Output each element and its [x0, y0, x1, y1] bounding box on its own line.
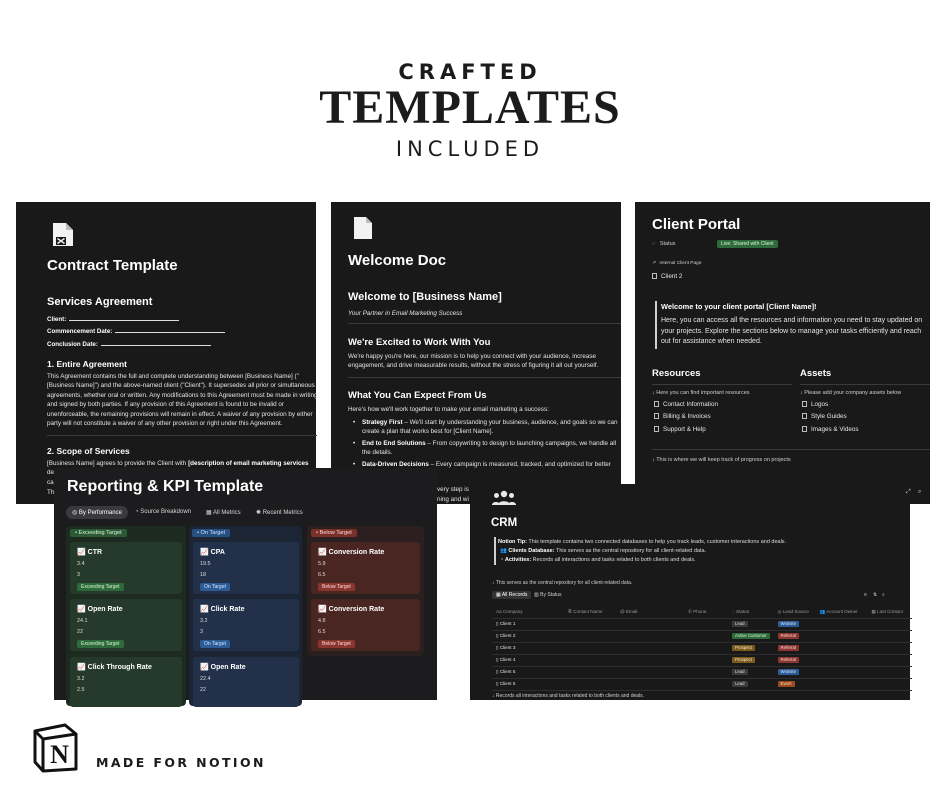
expect-heading: What You Can Expect From Us	[348, 390, 487, 401]
clock-icon: ◔	[500, 557, 504, 563]
search-icon[interactable]: ⌕	[882, 592, 885, 598]
chart-icon: 📈	[200, 549, 209, 556]
board-icon: ▥	[534, 592, 539, 598]
divider	[348, 377, 621, 378]
divider	[348, 323, 621, 324]
search-icon[interactable]: ⌕	[918, 489, 922, 495]
filter-icon[interactable]: ≡	[864, 592, 867, 598]
section-2-title: 2. Scope of Services	[47, 446, 130, 456]
callout-bar	[655, 301, 657, 349]
person-icon: 👥	[819, 608, 826, 614]
source-badge: Referral	[778, 645, 799, 651]
text-icon: Aa	[496, 609, 502, 615]
welcome-doc-panel	[331, 202, 621, 504]
excited-body: We're happy you're here, our mission is to help you connect with your audience, increase engagement, and drive measurable results, without the stress of figuring it all out yourself.	[348, 353, 599, 370]
arrow-down-icon: ↓	[800, 390, 803, 396]
kpi-card-conversion-rate[interactable]: 📈 Conversion Rate 5.9 6.5 Below Target	[311, 542, 420, 594]
agreement-title: Services Agreement	[47, 296, 153, 308]
asset-link-style-guides[interactable]: Style Guides	[802, 413, 847, 420]
column-header-last-contact[interactable]: ▦ Last Contact	[868, 606, 912, 618]
page-icon: ▯	[496, 633, 499, 638]
progress-hint: ↓ This is where we will keep track of progress on projects	[652, 457, 791, 463]
status-badge: Lead	[732, 681, 748, 687]
column-header-account-owner[interactable]: 👥 Account Owner	[816, 606, 868, 618]
group-label-on-target: • On Target	[192, 529, 230, 537]
page-icon: ▯	[496, 669, 499, 674]
source-badge: Website	[778, 621, 799, 627]
status-property: ◌ Status	[652, 241, 676, 247]
callout-body: Here, you can access all the resources and information you need to stay updated on your projects. Explore the sections below to manage your tasks efficiently and reach out for assistance when needed.	[661, 317, 923, 346]
asset-link-images-videos[interactable]: Images & Videos	[802, 426, 859, 433]
page-icon	[652, 273, 657, 279]
svg-text:N: N	[50, 740, 69, 769]
column-header-email[interactable]: @ Email	[616, 606, 684, 618]
expect-bullets	[350, 418, 623, 471]
status-badge: Lead	[732, 621, 748, 627]
source-badge: Referral	[778, 633, 799, 639]
text-icon: ≣	[568, 608, 572, 614]
welcome-tagline: Your Partner in Email Marketing Success	[348, 310, 463, 317]
client-portal-panel	[635, 202, 930, 504]
hero-heading	[0, 60, 940, 162]
expect-body: Here's how we'll work together to make your email marketing a success:	[348, 406, 549, 413]
page-icon	[654, 413, 659, 419]
table-row[interactable]: ▯ Client 1 Lead Website	[492, 618, 912, 630]
list-item: • End to End Solutions – From copywriting to design to launching campaigns, we handle all the details.	[350, 439, 623, 458]
resources-hint: ↓ Here you can find important resources	[652, 390, 750, 396]
section-1-body: This Agreement contains the full and complete understanding between [Business Name] ("[Business Name]") and the above-named client ("Client"). It supersedes all prior or simultaneous agreements, whether oral or written. Any modifications to this Agreement must be made in writing and signed by both parties. If any provision of this Agreement is found to be invalid or unenforceable, the remaining provisions will remain in effect. A waiver of any provision by either party will not constitute a waiver of any other provision or right under this Agreement.	[47, 373, 318, 428]
status-icon: ◌	[652, 241, 656, 247]
chart-icon: 📈	[200, 664, 209, 671]
assets-hint: ↓ Please add your company assets below	[800, 390, 902, 396]
column-header-company[interactable]: Aa Company	[492, 606, 564, 618]
column-header-lead-source[interactable]: ◎ Lead Source	[774, 606, 816, 618]
client-portal-title: Client Portal	[652, 216, 741, 233]
list-item: • Data-Driven Decisions – Every campaign is measured, tracked, and optimized for better	[350, 460, 623, 469]
view-by-status[interactable]: ▥ By Status	[534, 592, 562, 598]
table-row[interactable]: ▯ Client 3 Prospect Referral	[492, 642, 912, 654]
status-badge: Prospect	[732, 645, 755, 651]
tab-all-metrics[interactable]: ▦ All Metrics	[206, 510, 241, 516]
status-badge: On Target	[200, 583, 230, 591]
status-badge: Prospect	[732, 657, 755, 663]
status-badge[interactable]: Live: Shared with Client	[717, 240, 778, 248]
sparkle-icon: ✺	[256, 510, 262, 516]
page-icon	[802, 401, 807, 407]
divider	[47, 435, 317, 436]
crm-title: CRM	[491, 517, 518, 529]
calendar-icon: ▦	[871, 608, 876, 614]
crm-panel	[470, 484, 922, 700]
table-icon: ▦	[496, 592, 501, 598]
column-header-status[interactable]: ◌ Status	[728, 606, 774, 618]
status-badge: Lead	[732, 669, 748, 675]
kpi-card-conversion-rate-2[interactable]: 📈 Conversion Rate 4.8 6.5 Below Target	[311, 599, 420, 651]
group-label-below: • Below Target	[311, 529, 357, 537]
welcome-trailing-text-2: ning and wi	[437, 496, 469, 503]
client-field[interactable]: Client:	[47, 315, 179, 323]
chart-icon: 📈	[318, 549, 327, 556]
welcome-heading: Welcome to [Business Name]	[348, 291, 502, 303]
callout-bar	[494, 537, 496, 565]
grid-icon: ▦	[206, 510, 212, 516]
activities-hint: ↓ Records all interactions and tasks related to both clients and deals.	[492, 693, 645, 699]
kpi-card-open-rate-2[interactable]: 📈 Open Rate 22.4 22	[193, 657, 299, 707]
welcome-trailing-text-1: very step is	[437, 486, 469, 493]
column-header-phone[interactable]: ✆ Phone	[684, 606, 728, 618]
status-badge: Exceeding Target	[77, 583, 124, 591]
source-badge: Event	[778, 681, 795, 687]
page-icon	[802, 426, 807, 432]
status-badge: Active Customer	[732, 633, 770, 639]
notion-logo	[31, 722, 81, 772]
crm-table	[492, 606, 912, 691]
at-icon: @	[620, 609, 625, 615]
group-label-exceeding: • Exceeding Target	[70, 529, 127, 537]
tab-source-breakdown[interactable]: ◔ Source Breakdown	[135, 509, 191, 515]
column-header-contact-name[interactable]: ≣ Contact Name	[564, 606, 616, 618]
target-icon: ◎	[72, 510, 78, 516]
status-badge: Below Target	[318, 640, 355, 648]
chart-icon: 📈	[77, 664, 86, 671]
asset-link-logos[interactable]: Logos	[802, 401, 828, 408]
chart-icon: 📈	[200, 606, 209, 613]
resource-link-contact[interactable]: Contact Information	[654, 401, 718, 408]
expand-icon[interactable]: ⤢	[906, 489, 911, 495]
internal-client-page-label: ↗ Internal Client Page	[652, 261, 702, 266]
kpi-card-cpa[interactable]: 📈 CPA 19.5 18 On Target	[193, 542, 299, 594]
page-icon: ▯	[496, 645, 499, 650]
conclusion-date-field[interactable]: Conclusion Date:	[47, 340, 211, 348]
status-icon: ◌	[732, 609, 735, 615]
page-icon: ▯	[496, 657, 499, 662]
arrow-up-right-icon: ↗	[652, 261, 657, 266]
phone-icon: ✆	[688, 608, 692, 614]
pie-icon: ◔	[135, 509, 139, 515]
crm-tip-clients: 👥 Clients Database: This serves as the central repository for all client-related data.	[500, 548, 707, 554]
table-row[interactable]: ▯ Client 5 Lead Website	[492, 666, 912, 678]
callout-title: Welcome to your client portal [Client Name]!	[661, 302, 817, 311]
resources-title: Resources	[652, 368, 701, 379]
assets-title: Assets	[800, 368, 832, 379]
page-icon	[654, 401, 659, 407]
table-row[interactable]: ▯ Client 2 Active Customer Referral	[492, 630, 912, 642]
divider	[800, 384, 930, 385]
dot-icon: •	[75, 530, 77, 536]
document-icon	[353, 216, 373, 240]
status-badge: On Target	[200, 640, 230, 648]
divider	[652, 384, 792, 385]
excited-heading: We're Excited to Work With You	[348, 337, 491, 348]
chart-icon: 📈	[77, 606, 86, 613]
arrow-down-icon: ↓	[492, 580, 495, 586]
commencement-date-field[interactable]: Commencement Date:	[47, 327, 225, 335]
table-row[interactable]: ▯ Client 4 Prospect Referral	[492, 654, 912, 666]
document-x-icon	[52, 222, 74, 247]
arrow-down-icon: ↓	[652, 457, 655, 463]
status-badge: Below Target	[318, 583, 355, 591]
section-2-body-cont-3: Th	[47, 489, 55, 496]
kpi-card-ctr[interactable]: 📈 CTR 3.4 3 Exceeding Target	[70, 542, 182, 594]
source-badge: Website	[778, 669, 799, 675]
tab-recent-metrics[interactable]: ✺ Recent Metrics	[256, 510, 303, 516]
page-icon: ▯	[496, 621, 499, 626]
section-2-body: [Business Name] agrees to provide the Client with [description of email marketing services	[47, 460, 309, 467]
crm-tip: Notion Tip: This template contains two connected databases to help you track leads, customer interactions and deals.	[498, 539, 787, 545]
list-item: • Strategy First – We'll start by understanding your business, audience, and goals so we can create a plan that works best for [Client Name].	[350, 418, 623, 437]
kpi-card-open-rate[interactable]: 📈 Open Rate 24.1 22 Exceeding Target	[70, 599, 182, 651]
select-icon: ◎	[777, 608, 782, 614]
status-badge: Exceeding Target	[77, 640, 124, 648]
dot-icon: •	[197, 530, 199, 536]
table-row[interactable]: ▯ Client 5 Lead Event	[492, 678, 912, 690]
hero-line-templates: TEMPLATES	[319, 81, 621, 134]
contract-title: Contract Template	[47, 257, 178, 274]
chart-icon: 📈	[77, 549, 86, 556]
source-badge: Referral	[778, 657, 799, 663]
resource-link-billing[interactable]: Billing & Invoices	[654, 413, 711, 420]
page-icon: ▯	[496, 681, 499, 686]
tab-by-performance[interactable]: ◎ By Performance	[66, 506, 128, 519]
hero-line-included: INCLUDED	[395, 137, 545, 161]
arrow-down-icon: ↓	[652, 390, 655, 396]
dot-icon: •	[316, 530, 318, 536]
client-page-link[interactable]: Client 2	[652, 273, 682, 280]
arrow-down-icon: ↓	[492, 693, 495, 699]
crm-tip-activities: ◔ Activities: Records all interactions and tasks related to both clients and deals.	[500, 557, 696, 563]
resource-link-support[interactable]: Support & Help	[654, 426, 706, 433]
page-icon	[654, 426, 659, 432]
section-2-body-cont-2: ca	[47, 479, 54, 486]
kpi-title: Reporting & KPI Template	[67, 478, 264, 495]
chart-icon: 📈	[318, 606, 327, 613]
kpi-template-panel	[54, 468, 437, 700]
people-icon: 👥	[500, 548, 507, 554]
made-for-notion-text: MADE FOR NOTION	[96, 755, 266, 770]
kpi-card-click-rate[interactable]: 📈 Click Rate 3.2 3 On Target	[193, 599, 299, 651]
people-icon	[491, 490, 517, 506]
section-2-body-cont-1: de	[47, 469, 55, 476]
sort-icon[interactable]: ⇅	[873, 592, 878, 598]
repo-hint: ↓ This serves as the central repository for all client-related data.	[492, 580, 633, 586]
kpi-card-click-through-rate[interactable]: 📈 Click Through Rate 3.2 2.5	[70, 657, 182, 707]
view-all-records[interactable]: ▦ All Records	[492, 591, 531, 599]
table-header-row	[492, 606, 912, 618]
page-icon	[802, 413, 807, 419]
contract-template-panel	[16, 202, 316, 504]
divider	[652, 449, 930, 450]
hero-line-crafted: CRAFTED	[398, 60, 542, 84]
section-1-title: 1. Entire Agreement	[47, 359, 127, 369]
welcome-doc-title: Welcome Doc	[348, 252, 447, 269]
